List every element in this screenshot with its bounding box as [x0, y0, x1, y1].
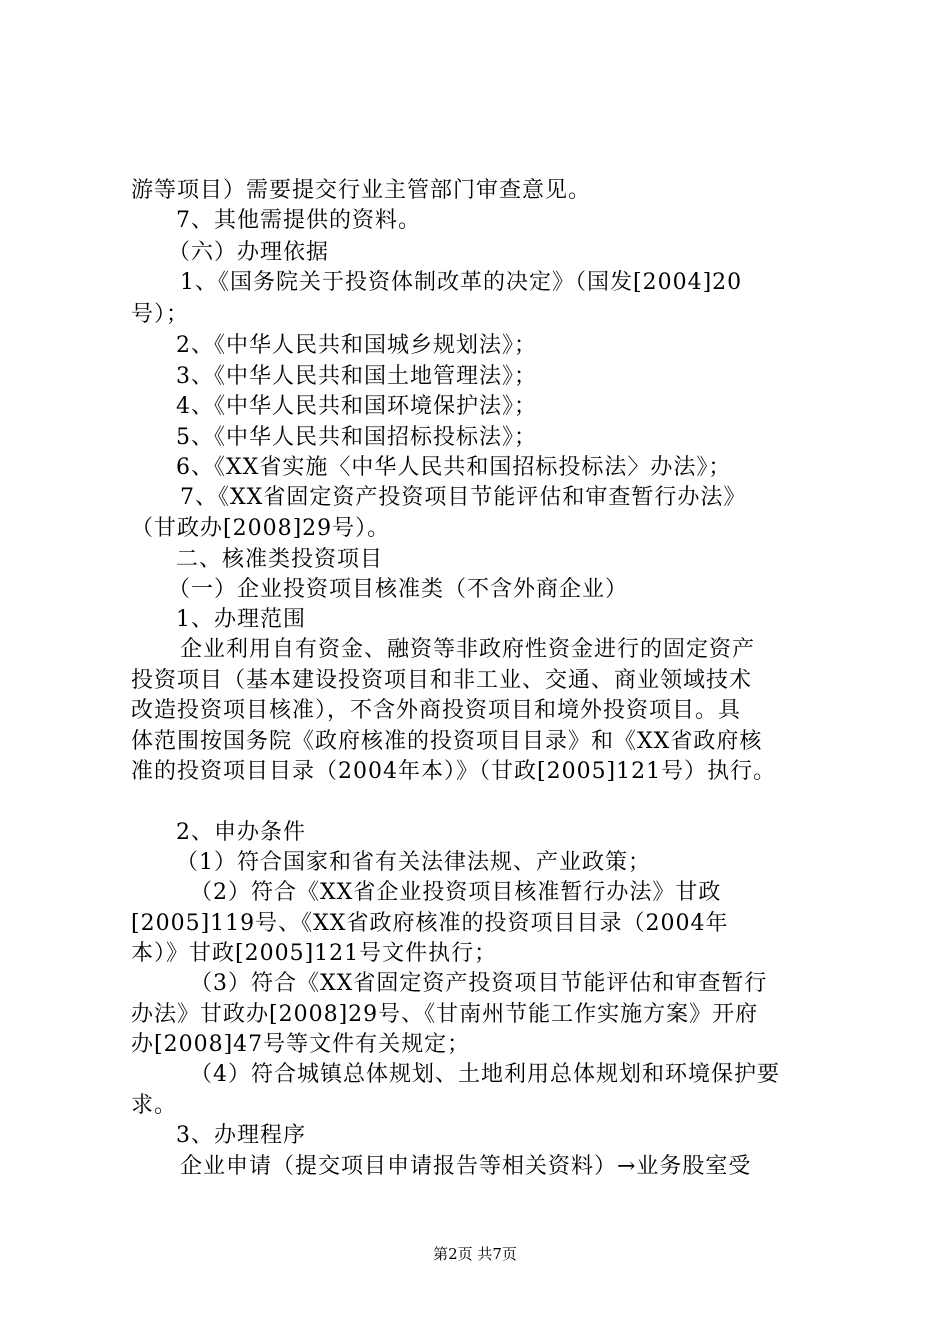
- body-line: （甘政办[2008]29号）。: [131, 516, 391, 541]
- body-line: [2005]119号、《XX省政府核准的投资项目目录（2004年: [131, 911, 729, 936]
- body-line: 7、其他需提供的资料。: [176, 208, 421, 233]
- body-line: 企业利用自有资金、融资等非政府性资金进行的固定资产: [180, 637, 756, 662]
- page-footer: 第2页 共7页: [433, 1245, 517, 1263]
- section-heading: 3、办理程序: [176, 1123, 306, 1148]
- body-line: 体范围按国务院《政府核准的投资项目目录》和《XX省政府核: [131, 729, 763, 754]
- body-line: 准的投资项目目录（2004年本）》（甘政[2005]121号）执行。: [131, 759, 777, 784]
- body-line: （4）符合城镇总体规划、土地利用总体规划和环境保护要: [190, 1062, 780, 1087]
- section-heading: 2、申办条件: [176, 820, 306, 845]
- body-line: 4、《中华人民共和国环境保护法》；: [176, 394, 537, 419]
- body-line: 1、《国务院关于投资体制改革的决定》（国发[2004]20: [180, 270, 743, 295]
- body-line: 本）》甘政[2005]121号文件执行；: [131, 941, 498, 966]
- body-line: （2）符合《XX省企业投资项目核准暂行办法》甘政: [190, 880, 722, 905]
- body-line: 办法》甘政办[2008]29号、《甘南州节能工作实施方案》开府: [131, 1002, 759, 1027]
- body-line: （1）符合国家和省有关法律法规、产业政策；: [176, 850, 651, 875]
- body-line: （3）符合《XX省固定资产投资项目节能评估和审查暂行: [190, 971, 768, 996]
- body-line: 6、《XX省实施〈中华人民共和国招标投标法〉办法》；: [176, 455, 732, 480]
- body-line: 3、《中华人民共和国土地管理法》；: [176, 364, 537, 389]
- body-line: 游等项目）需要提交行业主管部门审查意见。: [131, 178, 592, 203]
- body-line: 7、《XX省固定资产投资项目节能评估和审查暂行办法》: [180, 485, 747, 510]
- body-line: 投资项目（基本建设投资项目和非工业、交通、商业领域技术: [131, 668, 753, 693]
- body-line: 改造投资项目核准），不含外商投资项目和境外投资项目。具: [131, 698, 742, 723]
- body-line: 求。: [131, 1093, 178, 1118]
- body-line: 2、《中华人民共和国城乡规划法》；: [176, 333, 537, 358]
- section-heading: 1、办理范围: [176, 607, 306, 632]
- body-line: 号）；: [131, 302, 190, 327]
- section-heading: （六）办理依据: [168, 240, 330, 265]
- section-heading: 二、核准类投资项目: [176, 547, 384, 572]
- body-line: 5、《中华人民共和国招标投标法》；: [176, 425, 537, 450]
- section-heading: （一）企业投资项目核准类（不含外商企业）: [168, 577, 629, 602]
- body-line: 办[2008]47号等文件有关规定；: [131, 1032, 471, 1057]
- body-line: 企业申请（提交项目申请报告等相关资料）→业务股室受: [180, 1154, 752, 1179]
